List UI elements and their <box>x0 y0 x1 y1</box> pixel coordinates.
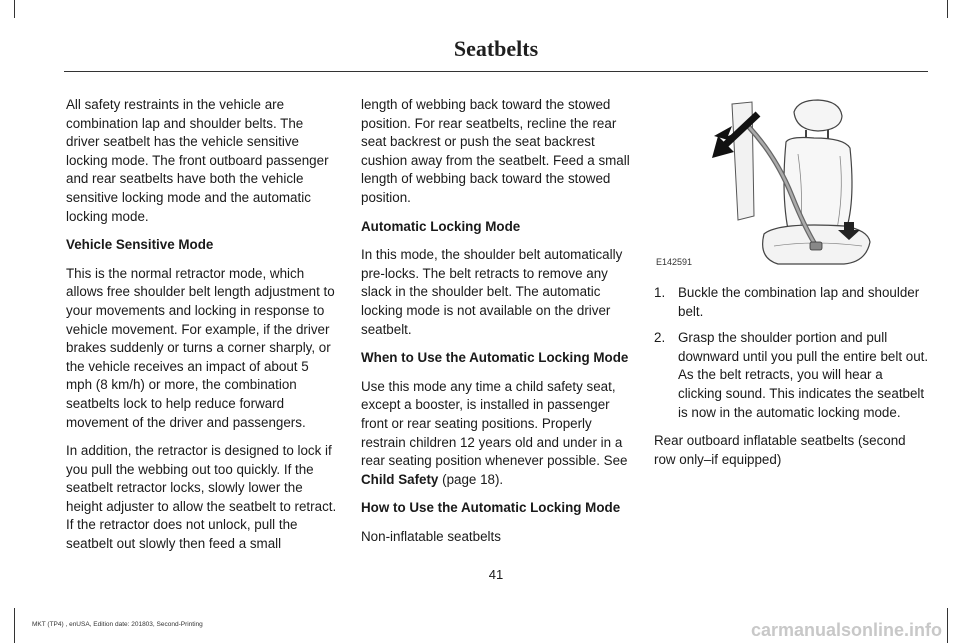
steps-list <box>654 284 930 422</box>
edition-footer: MKT (TP4) , enUSA, Edition date: 201803, Second-Printing <box>32 621 203 628</box>
list-item: 2. Grasp the shoulder portion and pull downward until you pull the entire belt out. As the belt retracts, you will hear a clicking sound. This indicates the seatbelt is now in the automatic locking mode. <box>654 330 929 420</box>
seat-illustration <box>694 96 894 274</box>
column-1 <box>66 96 338 564</box>
figure-id: E142591 <box>656 257 693 268</box>
column-3 <box>654 96 930 479</box>
child-safety-link[interactable]: Child Safety <box>361 471 439 487</box>
section-heading: When to Use the Automatic Locking Mode <box>361 350 629 366</box>
watermark: carmanualsonline.info <box>750 620 942 640</box>
paragraph: length of webbing back toward the stowed position. For rear seatbelts, recline the rear seat backrest or push the seat backrest cushion away from the seatbelt. Feed a small length of webbing back toward the stowed position. <box>361 97 630 205</box>
column-2 <box>361 96 633 556</box>
paragraph: Non-inflatable seatbelts <box>361 528 501 544</box>
crop-mark <box>14 0 15 18</box>
paragraph: All safety restraints in the vehicle are combination lap and shoulder belts. The driver seatbelt has the vehicle sensitive locking mode. The front outboard passenger and rear seatbelts have both the vehicle sensitive locking mode and the automatic locking mode. <box>66 97 329 224</box>
section-heading: Vehicle Sensitive Mode <box>66 237 214 253</box>
crop-mark <box>947 0 948 18</box>
paragraph: In addition, the retractor is designed to lock if you pull the webbing out too quickly. If the seatbelt retractor locks, slowly lower the height adjuster to allow the seatbelt to retract. If the retractor does not unlock, pull the seatbelt out slowly then feed a small <box>66 443 337 552</box>
page-title: Seatbelts <box>453 36 539 61</box>
paragraph: In this mode, the shoulder belt automatically pre-locks. The belt retracts to remove any slack in the shoulder belt. The automatic locking mode is not available on the driver seatbelt. <box>361 247 623 337</box>
paragraph: Rear outboard inflatable seatbelts (second row only–if equipped) <box>654 433 906 467</box>
header-rule <box>64 71 928 72</box>
section-heading: Automatic Locking Mode <box>361 218 521 234</box>
crop-mark <box>947 608 948 643</box>
seatbelt-figure <box>654 96 924 274</box>
list-item: 1. Buckle the combination lap and shoulder belt. <box>654 285 920 319</box>
paragraph: This is the normal retractor mode, which allows free shoulder belt length adjustment to your movements and locking in response to vehicle movement. For example, if the driver brakes suddenly or turns a corner sharply, or the vehicle receives an impact of about 5 mph (8 km/h) or more, the combination seatbelts lock to help reduce forward movement of the driver and passengers. <box>66 265 335 430</box>
page-number: 41 <box>488 567 504 582</box>
paragraph: Use this mode any time a child safety seat, except a booster, is installed in passenger front or rear seating positions. Properly restrain children 12 years old and under in a rear seating position whenever possible. See Child Safety (page 18). <box>361 378 628 487</box>
section-heading: How to Use the Automatic Locking Mode <box>361 500 621 516</box>
crop-mark <box>14 608 15 643</box>
